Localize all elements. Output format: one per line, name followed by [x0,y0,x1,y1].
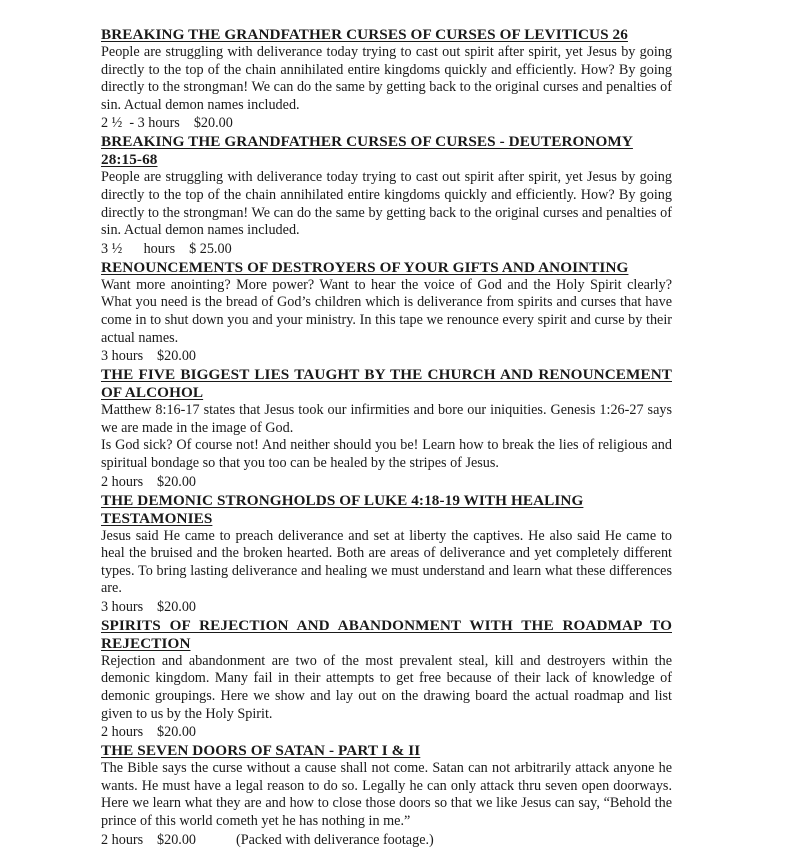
entry-note: (Packed with deliverance footage.) [236,831,434,848]
entry-description: Rejection and abandonment are two of the most prevalent steal, kill and destroyers within the demonic kingdom. Many fail in their attempts to get free because of their lack of knowledge of demonic groupings. Here we show and lay out on the drawing board the actual roadmap and list given to us by the Holy Spirit. [101,652,672,722]
catalog-entry-seven-doors [101,742,672,848]
entry-title: THE DEMONIC STRONGHOLDS OF LUKE 4:18-19 WITH HEALING TESTAMONIES [101,491,584,527]
entry-title: BREAKING THE GRANDFATHER CURSES OF CURSES OF LEVITICUS 26 [101,26,628,43]
entry-description: People are struggling with deliverance today trying to cast out spirit after spirit, yet Jesus by going directly to the top of the chain annihilated entire kingdoms quickly and efficiently. How? By going directly to the strongman! We can do the same by getting back to the original curses and penalties of sin. Actual demon names included. [101,44,672,113]
catalog-entry-deuteronomy [101,133,672,257]
entry-title: THE SEVEN DOORS OF SATAN - PART I & II [101,742,421,760]
entry-price: $20.00 [157,348,197,365]
entry-price: $20.00 [157,473,197,490]
entry-duration: 3 hours [101,348,144,365]
entry-description: People are struggling with deliverance today trying to cast out spirit after spirit, yet Jesus by going directly to the top of the chain annihilated entire kingdoms quickly and efficiently. How? By going directly to the strongman! We can do the same by getting back to the original curses and penalties of sin. Actual demon names included. [101,169,672,239]
entry-title: RENOUNCEMENTS OF DESTROYERS OF YOUR GIFTS AND ANOINTING [101,258,629,276]
entry-price: $20.00 [157,598,197,615]
entry-title: THE FIVE BIGGEST LIES TAUGHT BY THE CHURCH AND RENOUNCEMENT OF ALCOHOL [101,366,672,402]
catalog-entry-luke [101,492,672,616]
entry-price-line [101,240,672,258]
catalog-entry-rejection [101,617,672,741]
entry-duration: 2 hours [101,831,144,848]
entry-title: SPIRITS OF REJECTION AND ABANDONMENT WITH THE ROADMAP TO REJECTION [101,616,672,652]
entry-duration: 3 hours [101,598,144,615]
entry-description: Want more anointing? More power? Want to hear the voice of God and the Holy Spirit clearly? What you need is the bread of God’s children which is deliverance from spirits and curses that have come in to shut down you and your ministry. In this tape we renounce every spirit and curse by their actual names. [101,276,672,346]
entry-price-line [101,598,672,616]
entry-description: Jesus said He came to preach deliverance and set at liberty the captives. He also said He came to heal the bruised and the broken hearted. Both are areas of deliverance and yet completely different types. To bring lasting deliverance and healing we must understand and learn what these differences are. [101,527,672,597]
catalog-entry-leviticus [101,26,672,132]
entry-description: The Bible says the curse without a cause shall not come. Satan can not arbitrarily attack anyone he wants. He must have a legal reason to do so. Legally he can only attack thru seven open doorways. Here we learn what they are and how to close those doors so that we like Jesus can say, “Behold the prince of this world cometh yet he has nothing in me.” [101,760,672,830]
catalog-entry-renouncements [101,259,672,365]
entry-price: $ 25.00 [189,240,232,257]
entry-duration: 2 hours [101,724,144,741]
entry-price: $20.00 [193,115,233,132]
entry-price-line [101,347,672,365]
entry-price-line [101,473,672,491]
entry-price-line [101,831,672,849]
entry-description: Matthew 8:16-17 states that Jesus took our infirmities and bore our iniquities. Genesis 1:26-27 says we are made in the image of God. [101,402,672,436]
entry-price-line [101,723,672,741]
entry-price-line [101,114,672,132]
entry-price: $20.00 [157,724,197,741]
entry-duration: 3 ½ hours [101,240,176,257]
catalog-entry-five-lies [101,366,672,490]
entry-duration: 2 hours [101,473,144,490]
entry-description: Is God sick? Of course not! And neither should you be! Learn how to break the lies of religious and spiritual bondage so that you too can be healed by the stripes of Jesus. [101,437,672,471]
entry-duration: 2 ½ - 3 hours [101,115,180,132]
entry-price: $20.00 [157,831,197,848]
entry-title: BREAKING THE GRANDFATHER CURSES OF CURSES - DEUTERONOMY 28:15-68 [101,133,633,169]
